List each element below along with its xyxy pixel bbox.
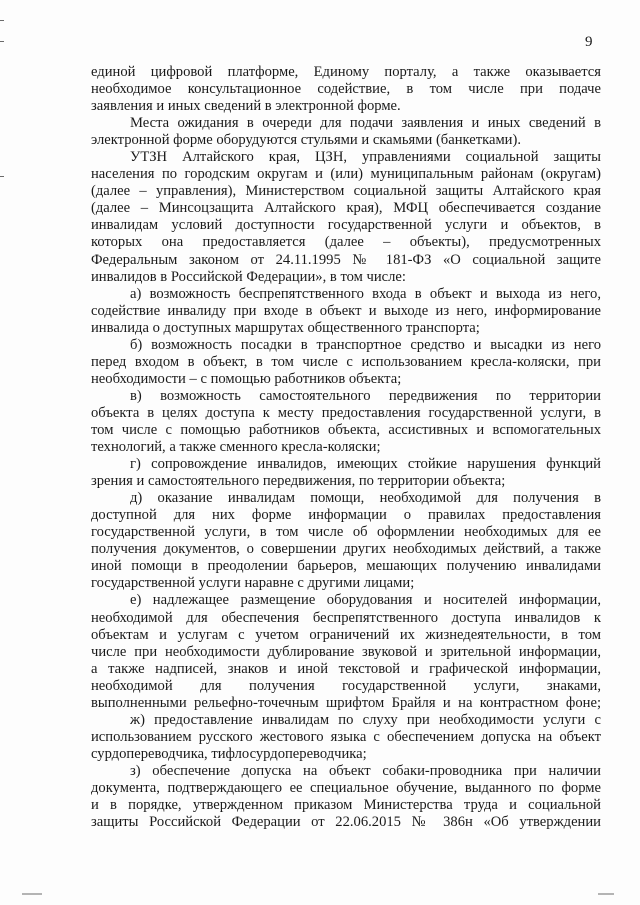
text-line: необходимой для получения государственной услуги, знаками,	[91, 677, 601, 694]
text-line: доступной для них форме информации о правилах предоставления	[91, 507, 601, 524]
text-line: технологий, а также сменного кресла-коляски;	[91, 439, 381, 456]
text-line: д) оказание инвалидам помощи, необходимой для получения в	[130, 490, 601, 507]
text-line: зрения и самостоятельного передвижения, по территории объекта;	[91, 473, 506, 490]
text-line: инвалида о доступных маршрутах общественного транспорта;	[91, 319, 480, 336]
text-line: населения по городским округам и (или) муниципальным районам (округам)	[91, 166, 601, 183]
text-line: Места ожидания в очереди для подачи заявления и иных сведений в	[130, 115, 601, 132]
scan-edge-mark	[598, 893, 614, 895]
text-line: сурдопереводчика, тифлосурдопереводчика;	[91, 745, 367, 762]
text-line: необходимой для обеспечения беспрепятственного доступа инвалидов к	[91, 609, 601, 626]
text-line: и в порядке, утвержденном приказом Министерства труда и социальной	[91, 797, 601, 814]
text-line: объекта в целях доступа к месту предоставления государственной услуги, в	[91, 404, 601, 421]
page-number: 9	[585, 34, 593, 50]
scan-edge-mark	[22, 893, 42, 895]
text-line: (далее – Минсоцзащита Алтайского края), МФЦ обеспечивается создание	[91, 200, 601, 217]
text-line: г) сопровождение инвалидов, имеющих стойкие нарушения функций	[130, 456, 601, 473]
text-line: документа, подтверждающего ее специальное обучение, выданного по форме	[91, 779, 601, 796]
text-line: заявления и иных сведений в электронной форме.	[91, 98, 401, 115]
text-line: инвалидов в Российской Федерации», в том числе:	[91, 268, 406, 285]
text-line: использованием русского жестового языка с обеспечением допуска на объект	[91, 728, 601, 745]
text-line: получения документов, о совершении других необходимых действий, а также	[91, 541, 601, 558]
text-line: содействие инвалиду при входе в объект и выходе из него, информирование	[91, 302, 601, 319]
scan-edge-mark	[0, 176, 4, 177]
text-line: ж) предоставление инвалидам по слуху при необходимости услуги с	[130, 711, 601, 728]
text-line: иной помощи в преодолении барьеров, мешающих получению инвалидами	[91, 558, 601, 575]
text-line: числе при необходимости дублирование звуковой и зрительной информации,	[91, 643, 601, 660]
text-line: инвалидам условий доступности государственной услуги и объектов, в	[91, 217, 601, 234]
text-line: УТЗН Алтайского края, ЦЗН, управлениями социальной защиты	[130, 149, 601, 166]
text-line: том числе с помощью работников объекта, ассистивных и вспомогательных	[91, 421, 601, 438]
text-line: единой цифровой платформе, Единому порталу, а также оказывается	[91, 64, 601, 80]
text-line: необходимое консультационное содействие, в том числе при подаче	[91, 81, 601, 98]
text-line: а) возможность беспрепятственного входа в объект и выхода из него,	[130, 285, 601, 302]
text-line: необходимости – с помощью работников объекта;	[91, 370, 402, 387]
text-line: выполненными рельефно-точечным шрифтом Брайля и на контрастном фоне;	[91, 694, 601, 711]
text-line: государственной услуги, в том числе об оформлении необходимых для ее	[91, 524, 601, 541]
text-line: защиты Российской Федерации от 22.06.2015 № 386н «Об утверждении	[91, 814, 601, 831]
text-line: электронной форме оборудуются стульями и скамьями (банкетками).	[91, 132, 521, 149]
scan-edge-mark	[0, 20, 4, 21]
text-line: объектам и услугам с учетом ограничений их жизнедеятельности, в том	[91, 626, 601, 643]
text-line: в) возможность самостоятельного передвижения по территории	[130, 387, 601, 404]
text-line: перед входом в объект, в том числе с использованием кресла-коляски, при	[91, 353, 601, 370]
document-body	[91, 64, 601, 831]
text-line: б) возможность посадки в транспортное средство и высадки из него	[130, 336, 601, 353]
text-line: государственной услуги наравне с другими лицами;	[91, 575, 415, 592]
text-line: а также надписей, знаков и иной текстовой и графической информации,	[91, 660, 601, 677]
text-line: Федеральным законом от 24.11.1995 № 181-ФЗ «О социальной защите	[91, 251, 601, 268]
text-line: которых она предоставляется (далее – объекты), предусмотренных	[91, 234, 601, 251]
scan-edge-mark	[0, 41, 4, 42]
text-line: (далее – управления), Министерством социальной защиты Алтайского края	[91, 183, 601, 200]
text-line: з) обеспечение допуска на объект собаки-проводника при наличии	[130, 762, 601, 779]
text-line: е) надлежащее размещение оборудования и носителей информации,	[130, 592, 601, 609]
